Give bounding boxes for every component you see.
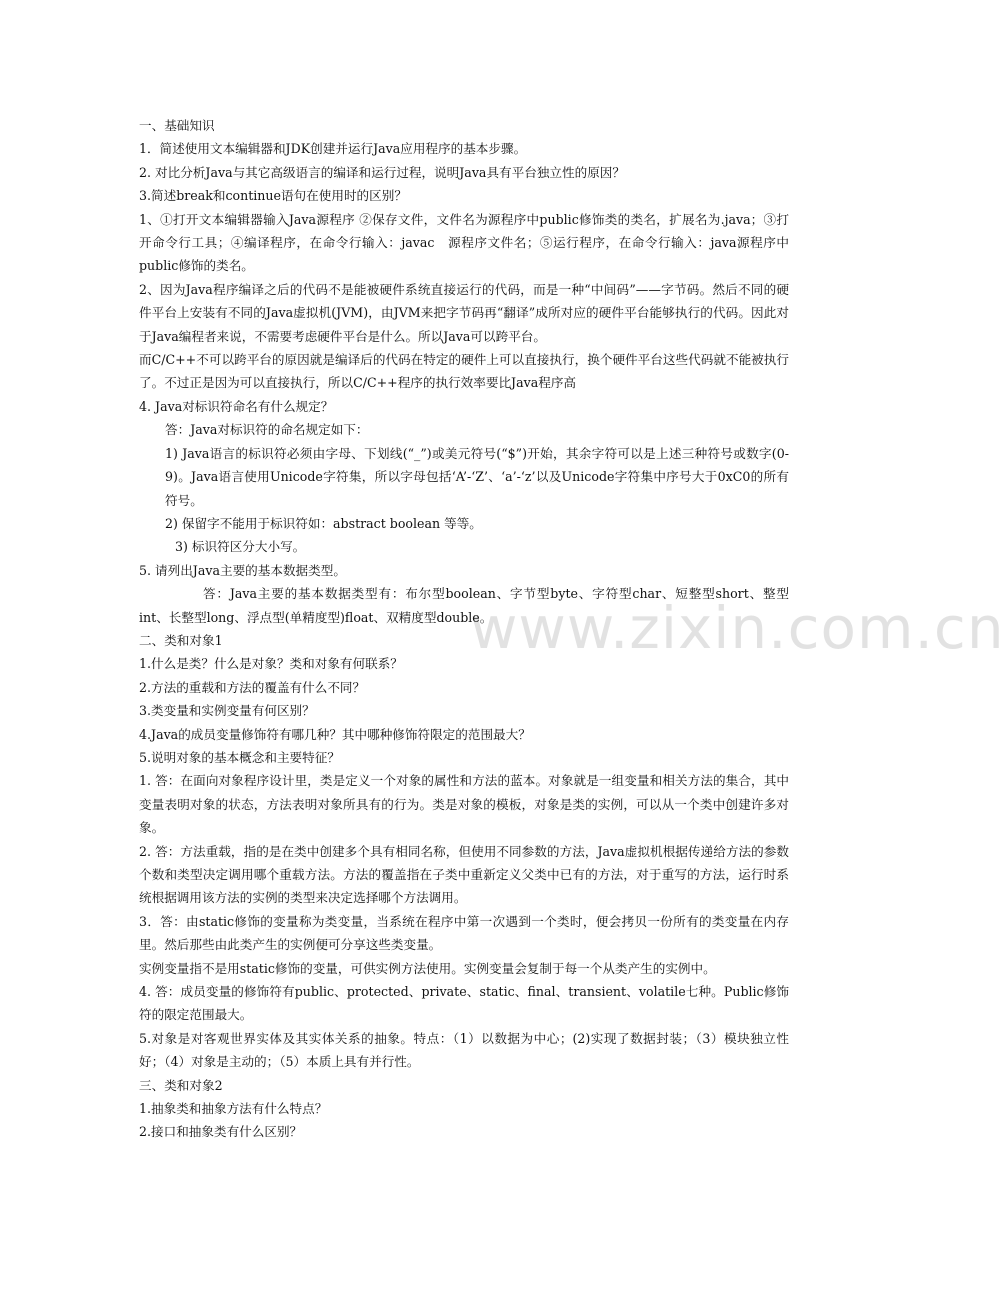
section-heading-class-object-1: 二、类和对象1 xyxy=(139,632,223,648)
watermark: www.zixin.com.cn xyxy=(470,594,1005,662)
co1-answer-2: 2. 答：方法重载，指的是在类中创建多个具有相同名称，但使用不同参数的方法，Java虚拟机根据传递给方法的参数个数和类型决定调用哪个重载方法。方法的覆盖指在子类中重新定义父类中已有的方法，对于重写的方法，运行时系统根据调用该方法的实例的类型来决定选择哪个方法调用。 xyxy=(139,843,789,906)
answer-2: 2、因为Java程序编译之后的代码不是能被硬件系统直接运行的代码，而是一种“中间码”——字节码。然后不同的硬件平台上安装有不同的Java虚拟机(JVM)，由JVM来把字节码再“翻译”成所对应的硬件平台能够执行的代码。因此对于Java编程者来说，不需要考虑硬件平台是什么。所以Java可以跨平台。 xyxy=(139,281,789,344)
co2-question-1: 1.抽象类和抽象方法有什么特点？ xyxy=(139,1101,328,1117)
co1-answer-5: 5.对象是对客观世界实体及其实体关系的抽象。特点：（1）以数据为中心；(2)实现了数据封装；（3）模块独立性好；（4）对象是主动的；（5）本质上具有并行性。 xyxy=(139,1030,789,1070)
answer-1: 1、①打开文本编辑器输入Java源程序 ②保存文件，文件名为源程序中public修饰类的类名，扩展名为.java；③打开命令行工具；④编译程序，在命令行输入：javac 源程序文件名；⑤运行程序，在命令行输入：java源程序中public修饰的类名。 xyxy=(139,211,789,274)
section-heading-basics: 一、基础知识 xyxy=(139,118,215,133)
answer-4-rule-1: 1) Java语言的标识符必须由字母、下划线(“_”)或美元符号(“$”)开始，其余字符可以是上述三种符号或数字(0-9)。Java语言使用Unicode字符集，所以字母包括‘A’-‘Z’、‘a’-‘z’以及Unicode字符集中序号大于0xC0的所有符号。 xyxy=(165,445,789,508)
section-heading-class-object-2: 三、类和对象2 xyxy=(139,1077,223,1093)
co1-answer-4: 4. 答：成员变量的修饰符有public、protected、private、static、final、transient、volatile七种。Public修饰符的限定范围最大。 xyxy=(139,984,789,1023)
question-2: 2. 对比分析Java与其它高级语言的编译和运行过程，说明Java具有平台独立性的原因？ xyxy=(139,164,625,180)
co1-question-4: 4.Java的成员变量修饰符有哪几种？其中哪种修饰符限定的范围最大？ xyxy=(139,726,531,742)
co1-question-2: 2.方法的重载和方法的覆盖有什么不同？ xyxy=(139,679,366,695)
answer-4-rule-3: 3) 标识符区分大小写。 xyxy=(175,539,306,555)
answer-5: 答：Java主要的基本数据类型有：布尔型boolean、字节型byte、字符型char、短整型short、整型int、长整型long、浮点型(单精度型)float、双精度型double。 xyxy=(139,586,789,625)
co1-question-5: 5.说明对象的基本概念和主要特征？ xyxy=(139,749,340,765)
document-body xyxy=(139,114,789,1144)
answer-4-rule-2: 2) 保留字不能用于标识符如：abstract boolean 等等。 xyxy=(165,515,482,531)
answer-4-intro: 答：Java对标识符的命名规定如下： xyxy=(165,422,369,438)
co1-answer-1: 1. 答：在面向对象程序设计里，类是定义一个对象的属性和方法的蓝本。对象就是一组变量和相关方法的集合，其中变量表明对象的状态，方法表明对象所具有的行为。类是对象的模板，对象是类的实例，可以从一个类中创建许多对象。 xyxy=(139,773,789,836)
co1-question-3: 3.类变量和实例变量有何区别？ xyxy=(139,703,315,719)
question-4: 4. Java对标识符命名有什么规定？ xyxy=(139,398,334,414)
co1-question-1: 1.什么是类？什么是对象？类和对象有何联系？ xyxy=(139,656,403,672)
question-5: 5. 请列出Java主要的基本数据类型。 xyxy=(139,562,346,578)
co2-question-2: 2.接口和抽象类有什么区别？ xyxy=(139,1124,303,1140)
co1-answer-3-continued: 实例变量指不是用static修饰的变量，可供实例方法使用。实例变量会复制于每一个从类产生的实例中。 xyxy=(139,960,716,976)
question-3: 3.简述break和continue语句在使用时的区别？ xyxy=(139,188,407,204)
question-1: 1．简述使用文本编辑器和JDK创建并运行Java应用程序的基本步骤。 xyxy=(139,141,527,157)
co1-answer-3: 3．答：由static修饰的变量称为类变量，当系统在程序中第一次遇到一个类时，便会拷贝一份所有的类变量在内存里。然后那些由此类产生的实例便可分享这些类变量。 xyxy=(139,913,789,953)
answer-2-continued: 而C/C++不可以跨平台的原因就是编译后的代码在特定的硬件上可以直接执行，换个硬件平台这些代码就不能被执行了。不过正是因为可以直接执行，所以C/C++程序的执行效率要比Java程序高 xyxy=(139,352,789,391)
